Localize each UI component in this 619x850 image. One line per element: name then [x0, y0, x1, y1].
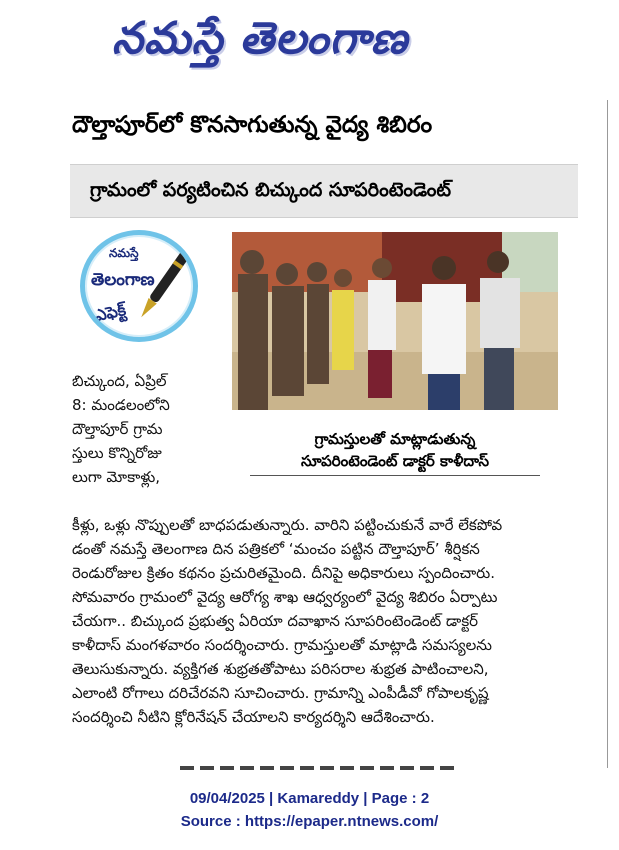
footer-source-link[interactable]: Source : https://epaper.ntnews.com/ [180, 813, 439, 830]
footer-date-edition: 09/04/2025 | Kamareddy | Page : 2 [189, 790, 430, 807]
article-body-line: కాళీదాస్ మంగళవారం సందర్శించారు. గ్రామస్తులతో మాట్లాడి సమస్యలను [72, 636, 492, 654]
article-body-line: తెలుసుకున్నారు. వ్యక్తిగత శుభ్రతతోపాటు పరిసరాల శుభ్రత పాటించాలని, [72, 660, 489, 678]
article-body-line: సోమవారం గ్రామంలో వైద్య ఆరోగ్య శాఖ ఆధ్వర్యంలో వైద్య శిబిరం ఏర్పాటు [72, 588, 498, 606]
article-narrow-line: లుగా మోకాళ్లు, [72, 468, 161, 486]
subheadline-box [70, 164, 578, 218]
logo-line-2: తెలంగాణ [91, 270, 155, 290]
article-body-line: రెండురోజుల క్రితం కథనం ప్రచురితమైంది. దీనిపై అధికారులు స్పందించారు. [72, 564, 496, 582]
photo-caption-line-2: సూపరింటెండెంట్ డాక్టర్ కాళీదాస్ [300, 452, 490, 470]
article-subheadline: గ్రామంలో పర్యటించిన బిచ్కుంద సూపరింటెండెంట్ [90, 179, 452, 201]
article-narrow-line: స్తులు కొన్నిరోజు [72, 444, 162, 462]
cropped-next-article [180, 760, 460, 770]
pen-icon [85, 235, 193, 337]
masthead-title: నమస్తే తెలంగాణ [112, 13, 409, 64]
article-photo [232, 232, 558, 410]
column-divider [607, 100, 608, 768]
logo-line-3: ఎఫెక్ట్ [93, 299, 128, 325]
article-body-line: సందర్శించి నీటిని క్లోరినేషన్ చేయాలని కార్యదర్శిని ఆదేశించారు. [72, 708, 435, 726]
photo-caption-line-1: గ్రామస్తులతో మాట్లాడుతున్న [314, 430, 476, 448]
logo-line-1: నమస్తే [109, 246, 139, 260]
article-body-line: చేయగా.. బిచ్కుంద ప్రభుత్వ ఏరియా దవాఖాన సూపరింటెండెంట్ డాక్టర్ [72, 612, 479, 630]
article-narrow-line: దౌల్తాపూర్ గ్రామ [72, 420, 163, 438]
article-narrow-line: 8: మండలంలోని [72, 396, 170, 414]
article-body-line: ఎలాంటి రోగాలు దరిచేరవని సూచించారు. గ్రామాన్ని ఎంపీడీవో గోపాలకృష్ణ [72, 684, 489, 702]
article-body-line: కీళ్లు, ఒళ్లు నొప్పులతో బాధపడుతున్నారు. వారిని పట్టించుకునే వారే లేకపోవ [72, 516, 503, 534]
caption-divider [250, 475, 540, 476]
namasthe-telangana-effect-logo [80, 230, 198, 342]
article-body-line: డంతో నమస్తే తెలంగాణ దిన పత్రికలో ‘మంచం పట్టిన దౌల్తాపూర్’ శీర్షికన [72, 540, 480, 558]
article-narrow-line: బిచ్కుంద, ఏప్రిల్ [72, 372, 167, 390]
article-headline: దౌల్తాపూర్‌లో కొనసాగుతున్న వైద్య శిబిరం [72, 112, 433, 138]
